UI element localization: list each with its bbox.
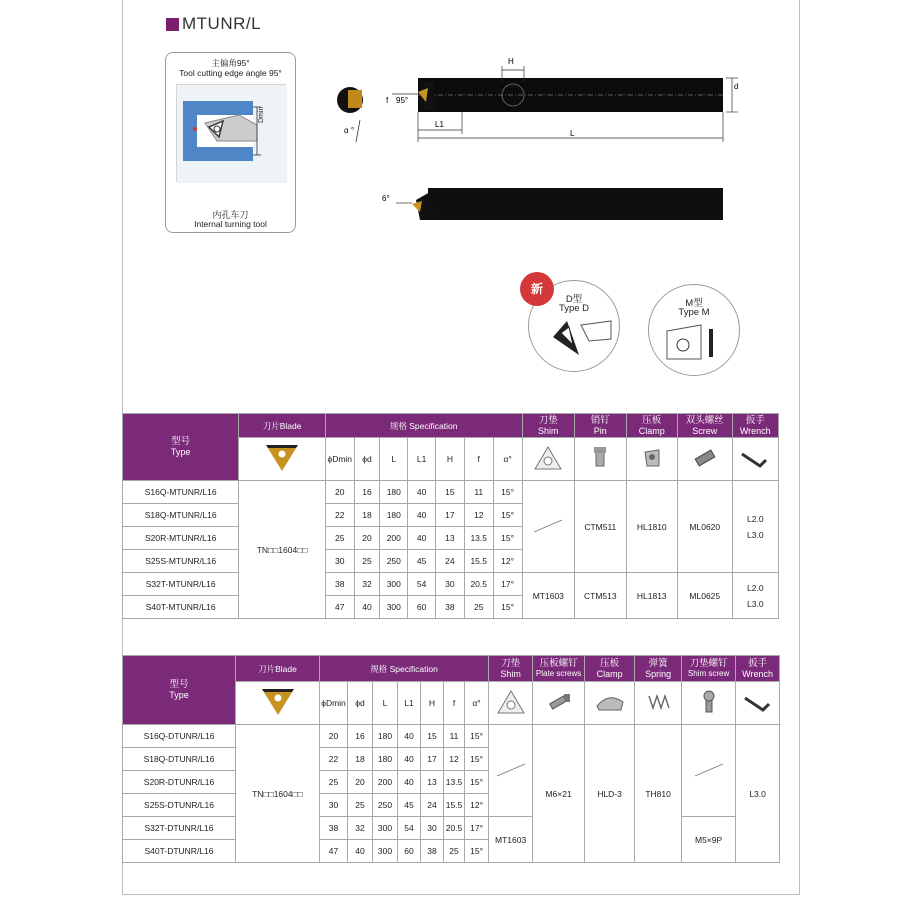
table-cell: 250 xyxy=(373,794,398,817)
shim-screw-icon xyxy=(682,682,736,725)
table-cell: 20.5 xyxy=(444,817,465,840)
col-h: H xyxy=(421,682,444,725)
table-cell: 300 xyxy=(373,817,398,840)
pin-icon xyxy=(575,438,626,481)
plate-screw-header: 压板螺钉 Plate screws xyxy=(533,656,585,682)
table-cell: 12 xyxy=(464,504,493,527)
table-row-type: S20R-DTUNR/L16 xyxy=(123,771,236,794)
col-alpha: α° xyxy=(493,438,522,481)
table-cell: 40 xyxy=(398,748,421,771)
pin-g2: CTM513 xyxy=(575,573,626,619)
dmin-label: Dmin xyxy=(258,106,265,123)
table-cell: 15° xyxy=(465,748,489,771)
table-cell: 20 xyxy=(348,771,373,794)
table-cell: 18 xyxy=(354,504,380,527)
dim-95: 95° xyxy=(396,96,409,105)
wrench-value: L3.0 xyxy=(736,725,780,863)
table-cell: 12° xyxy=(465,794,489,817)
col-d: ϕd xyxy=(354,438,380,481)
plate-screw-icon xyxy=(533,682,585,725)
table-cell: 11 xyxy=(464,481,493,504)
screw-header: 双头螺丝 Screw xyxy=(678,414,733,438)
table-cell: 15° xyxy=(465,725,489,748)
dim-f: f xyxy=(386,96,389,105)
type-m-badge xyxy=(648,284,740,376)
table-cell: 20 xyxy=(354,527,380,550)
shim-value: MT1603 xyxy=(489,817,533,863)
page-title: MTUNR/L xyxy=(182,14,262,33)
blade-icon xyxy=(239,438,325,481)
table-cell: 13.5 xyxy=(444,771,465,794)
table-cell: 25 xyxy=(320,771,348,794)
clamp-g2: HL1813 xyxy=(626,573,677,619)
dim-l: L xyxy=(570,129,575,138)
spring-icon xyxy=(635,682,682,725)
info-box xyxy=(165,52,296,233)
plate-screw-value: M6×21 xyxy=(533,725,585,863)
table-cell: 47 xyxy=(320,840,348,863)
table-row-type: S25S-DTUNR/L16 xyxy=(123,794,236,817)
table-cell: 180 xyxy=(380,481,408,504)
table-cell: 60 xyxy=(408,596,436,619)
shim-none-cell xyxy=(522,481,575,573)
table-row-type: S40T-DTUNR/L16 xyxy=(123,840,236,863)
clamp-icon xyxy=(585,682,635,725)
blade-icon xyxy=(236,682,320,725)
spec-table-dtunr xyxy=(122,655,780,863)
table-cell: 17° xyxy=(493,573,522,596)
title-marker xyxy=(166,18,179,31)
table-cell: 47 xyxy=(325,596,354,619)
table-cell: 30 xyxy=(320,794,348,817)
dim-alpha: α ° xyxy=(344,126,355,135)
table-cell: 25 xyxy=(348,794,373,817)
table-cell: 40 xyxy=(354,596,380,619)
col-l1: L1 xyxy=(408,438,436,481)
table-cell: 15 xyxy=(421,725,444,748)
wrench-icon xyxy=(736,682,780,725)
table-cell: 15° xyxy=(493,504,522,527)
table-cell: 200 xyxy=(380,527,408,550)
screw-g1: ML0620 xyxy=(678,481,733,573)
tool-drawing xyxy=(330,57,750,240)
table-cell: 54 xyxy=(408,573,436,596)
table-cell: 38 xyxy=(325,573,354,596)
title-block xyxy=(166,14,261,34)
table-cell: 17 xyxy=(421,748,444,771)
table-row-type: S16Q-DTUNR/L16 xyxy=(123,725,236,748)
table-row-type: S20R-MTUNR/L16 xyxy=(123,527,239,550)
table-cell: 25 xyxy=(464,596,493,619)
table-cell: 17° xyxy=(465,817,489,840)
table-cell: 15.5 xyxy=(444,794,465,817)
col-d: ϕd xyxy=(348,682,373,725)
table-cell: 25 xyxy=(444,840,465,863)
table-row-type: S32T-DTUNR/L16 xyxy=(123,817,236,840)
table-cell: 54 xyxy=(398,817,421,840)
table-cell: 60 xyxy=(398,840,421,863)
table-cell: 16 xyxy=(354,481,380,504)
wrench-icon xyxy=(732,438,778,481)
table-cell: 30 xyxy=(325,550,354,573)
table-cell: 15° xyxy=(493,481,522,504)
table-cell: 15° xyxy=(465,771,489,794)
table-cell: 300 xyxy=(380,596,408,619)
table-cell: 25 xyxy=(325,527,354,550)
table-cell: 32 xyxy=(348,817,373,840)
table-cell: 22 xyxy=(320,748,348,771)
spring-header: 弹簧 Spring xyxy=(635,656,682,682)
dim-6: 6° xyxy=(382,194,390,203)
type-header: 型号 Type xyxy=(123,414,239,481)
table-cell: 15.5 xyxy=(464,550,493,573)
table-row-type: S18Q-MTUNR/L16 xyxy=(123,504,239,527)
dim-h: H xyxy=(508,57,514,66)
table-cell: 45 xyxy=(398,794,421,817)
spring-value: TH810 xyxy=(635,725,682,863)
type-m-cn: M型 xyxy=(685,298,703,309)
table-cell: 20 xyxy=(320,725,348,748)
table-cell: 22 xyxy=(325,504,354,527)
table-cell: 25 xyxy=(354,550,380,573)
screw-g2: ML0625 xyxy=(678,573,733,619)
table-cell: 40 xyxy=(398,771,421,794)
table-cell: 16 xyxy=(348,725,373,748)
table-cell: 11 xyxy=(444,725,465,748)
table-cell: 40 xyxy=(408,504,436,527)
wrench-header: 扳手 Wrench xyxy=(736,656,780,682)
col-h: H xyxy=(435,438,464,481)
clamp-g1: HL1810 xyxy=(626,481,677,573)
table-cell: 24 xyxy=(435,550,464,573)
table-cell: 300 xyxy=(380,573,408,596)
table-row-type: S25S-MTUNR/L16 xyxy=(123,550,239,573)
clamp-header: 压板 Clamp xyxy=(626,414,677,438)
angle-en-label: Tool cutting edge angle 95° xyxy=(179,68,282,78)
table-cell: 40 xyxy=(348,840,373,863)
table-cell: 30 xyxy=(435,573,464,596)
type-m-en: Type M xyxy=(678,307,710,318)
table-cell: 300 xyxy=(373,840,398,863)
blade-code: TN□□1604□□ xyxy=(239,481,325,619)
table-cell: 20 xyxy=(325,481,354,504)
shim-screw-header: 刀垫螺钉 Shim screw xyxy=(682,656,736,682)
col-l1: L1 xyxy=(398,682,421,725)
col-f: f xyxy=(464,438,493,481)
table-cell: 20.5 xyxy=(464,573,493,596)
shim-screw-value: M5×9P xyxy=(682,817,736,863)
angle-cn-label: 主偏角95° xyxy=(211,58,250,68)
new-badge: 新 xyxy=(520,272,554,306)
spec-header: 规格 Specification xyxy=(320,656,489,682)
blade-code: TN□□1604□□ xyxy=(236,725,320,863)
table-cell: 45 xyxy=(408,550,436,573)
table-cell: 40 xyxy=(408,481,436,504)
shim-g2: MT1603 xyxy=(522,573,575,619)
screw-icon xyxy=(678,438,733,481)
blade-header: 刀片Blade xyxy=(236,656,320,682)
clamp-value: HLD-3 xyxy=(585,725,635,863)
col-l: L xyxy=(380,438,408,481)
table-cell: 24 xyxy=(421,794,444,817)
table-cell: 15° xyxy=(493,596,522,619)
table-cell: 13 xyxy=(421,771,444,794)
table-cell: 18 xyxy=(348,748,373,771)
pin-header: 销钉 Pin xyxy=(575,414,626,438)
table-cell: 200 xyxy=(373,771,398,794)
table-cell: 250 xyxy=(380,550,408,573)
spec-header: 规格 Specification xyxy=(325,414,522,438)
table-cell: 180 xyxy=(380,504,408,527)
boring-diagram xyxy=(176,84,286,182)
table-cell: 15° xyxy=(465,840,489,863)
table-cell: 30 xyxy=(421,817,444,840)
type-header: 型号 Type xyxy=(123,656,236,725)
table-row-type: S16Q-MTUNR/L16 xyxy=(123,481,239,504)
table-row-type: S40T-MTUNR/L16 xyxy=(123,596,239,619)
table-cell: 40 xyxy=(408,527,436,550)
dim-d: d xyxy=(734,82,739,91)
col-dmin: ϕDmin xyxy=(325,438,354,481)
wrench-g2: L2.0 L3.0 xyxy=(732,573,778,619)
pin-g1: CTM511 xyxy=(575,481,626,573)
shim-header: 刀垫 Shim xyxy=(489,656,533,682)
clamp-header: 压板 Clamp xyxy=(585,656,635,682)
table-row-type: S18Q-DTUNR/L16 xyxy=(123,748,236,771)
tool-en-label: Internal turning tool xyxy=(194,219,267,229)
table-cell: 15° xyxy=(493,527,522,550)
shim-screw-none-cell xyxy=(682,725,736,817)
table-cell: 38 xyxy=(421,840,444,863)
table-cell: 32 xyxy=(354,573,380,596)
table-cell: 180 xyxy=(373,725,398,748)
col-alpha: α° xyxy=(465,682,489,725)
table-cell: 38 xyxy=(435,596,464,619)
shim-icon xyxy=(489,682,533,725)
type-d-cn: D型 xyxy=(565,294,583,305)
col-l: L xyxy=(373,682,398,725)
shim-none-cell xyxy=(489,725,533,817)
col-f: f xyxy=(444,682,465,725)
col-dmin: ϕDmin xyxy=(320,682,348,725)
table-cell: 17 xyxy=(435,504,464,527)
table-cell: 38 xyxy=(320,817,348,840)
dim-l1: L1 xyxy=(435,120,444,129)
table-cell: 13 xyxy=(435,527,464,550)
blade-header: 刀片Blade xyxy=(239,414,325,438)
wrench-header: 扳手 Wrench xyxy=(732,414,778,438)
tool-cn-label: 内孔车刀 xyxy=(212,210,249,220)
table-cell: 12 xyxy=(444,748,465,771)
table-cell: 40 xyxy=(398,725,421,748)
shim-header: 刀垫 Shim xyxy=(522,414,575,438)
spec-table-mtunr xyxy=(122,413,779,619)
clamp-icon xyxy=(626,438,677,481)
shim-icon xyxy=(522,438,575,481)
table-cell: 12° xyxy=(493,550,522,573)
table-cell: 15 xyxy=(435,481,464,504)
type-d-en: Type D xyxy=(558,303,590,314)
table-cell: 180 xyxy=(373,748,398,771)
wrench-g1: L2.0 L3.0 xyxy=(732,481,778,573)
table-row-type: S32T-MTUNR/L16 xyxy=(123,573,239,596)
table-cell: 13.5 xyxy=(464,527,493,550)
